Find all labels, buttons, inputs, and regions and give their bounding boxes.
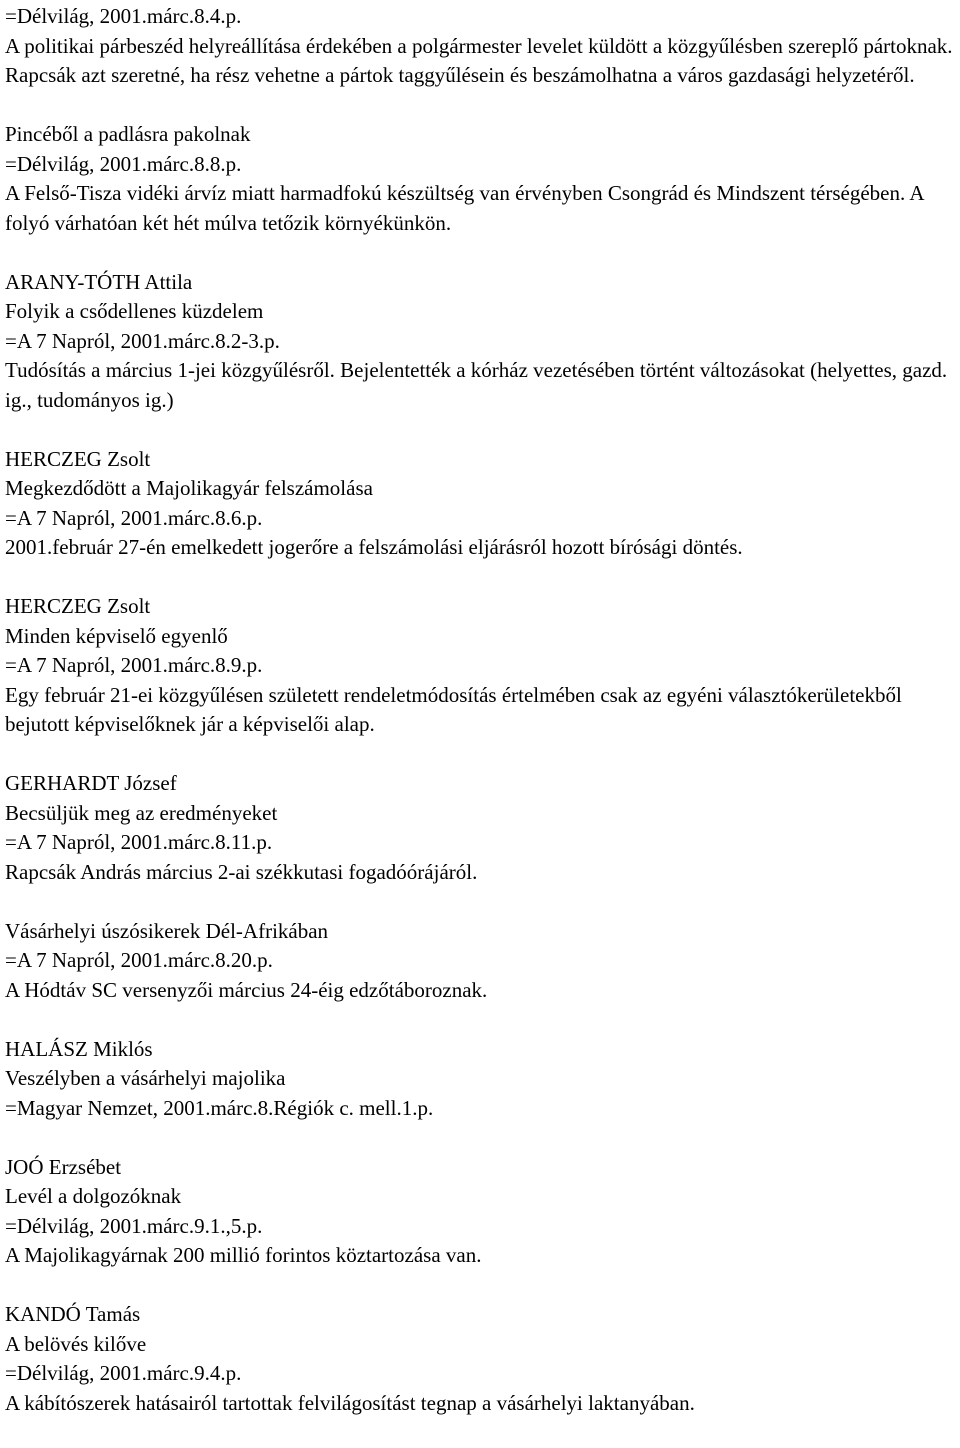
entry-author: HERCZEG Zsolt	[5, 446, 151, 471]
entry-source: =Délvilág, 2001.márc.9.1.,5.p.	[5, 1213, 263, 1238]
entry-summary: A Felső-Tisza vidéki árvíz miatt harmadfokú készültség van érvényben Csongrád és Mindszent térségében. A folyó várhatóan két hét múlva tetőzik környékünkön.	[5, 181, 924, 235]
entry-title: Vásárhelyi úszósikerek Dél-Afrikában	[5, 918, 329, 943]
entry-title: Folyik a csődellenes küzdelem	[5, 299, 264, 323]
entry-source: =Magyar Nemzet, 2001.márc.8.Régiók c. mell.1.p.	[5, 1095, 434, 1120]
entry-source: =Délvilág, 2001.márc.9.4.p.	[5, 1361, 242, 1385]
entry-author: HALÁSZ Miklós	[5, 1036, 153, 1061]
entry-author: GERHARDT József	[5, 771, 177, 795]
entry-title: Levél a dolgozóknak	[5, 1184, 182, 1208]
entry-source: =A 7 Napról, 2001.márc.8.2-3.p.	[5, 328, 280, 353]
entry-title: Minden képviselő egyenlő	[5, 623, 228, 648]
entry-9	[5, 1153, 955, 1271]
entry-source: =A 7 Napról, 2001.márc.8.20.p.	[5, 948, 273, 972]
entry-source: =Délvilág, 2001.márc.8.4.p.	[5, 4, 242, 28]
entry-author: JOÓ Erzsébet	[5, 1154, 122, 1179]
entry-5	[5, 592, 955, 740]
entry-summary: Tudósítás a március 1-jei közgyűlésről. Bejelentették a kórház vezetésében történt változásokat (helyettes, gazd. ig., tudományos ig.)	[5, 358, 948, 412]
entry-8	[5, 1035, 955, 1124]
entry-7	[5, 917, 955, 1006]
entry-3	[5, 268, 955, 416]
entry-summary: 2001.február 27-én emelkedett jogerőre a felszámolási eljárásról hozott bírósági döntés.	[5, 535, 743, 559]
entry-summary: A politikai párbeszéd helyreállítása érdekében a polgármester levelet küldött a közgyűlésben szereplő pártoknak. Rapcsák azt szeretné, ha rész vehetne a pártok taggyűlésein és beszámolhatna a város gazdasági helyzetéről.	[5, 33, 953, 87]
entry-title: Megkezdődött a Majolikagyár felszámolása	[5, 476, 373, 500]
entry-summary: Rapcsák András március 2-ai székkutasi fogadóórájáról.	[5, 859, 478, 884]
entry-summary: A Majolikagyárnak 200 millió forintos köztartozása van.	[5, 1243, 482, 1267]
entry-author: ARANY-TÓTH Attila	[5, 269, 193, 294]
entry-source: =A 7 Napról, 2001.márc.8.11.p.	[5, 830, 273, 854]
entry-source: =Délvilág, 2001.márc.8.8.p.	[5, 151, 242, 176]
entry-1	[5, 2, 955, 91]
entry-summary: Egy február 21-ei közgyűlésen született rendeletmódosítás értelmében csak az egyéni választókerületekből bejutott képviselőknek jár a képviselői alap.	[5, 682, 902, 736]
entry-author: HERCZEG Zsolt	[5, 594, 151, 618]
entry-title: Becsüljük meg az eredményeket	[5, 800, 278, 825]
bibliography-page	[5, 2, 955, 1448]
entry-2	[5, 120, 955, 238]
entry-title: Pincéből a padlásra pakolnak	[5, 122, 251, 146]
entry-source: =A 7 Napról, 2001.márc.8.6.p.	[5, 505, 263, 530]
entry-source: =A 7 Napról, 2001.márc.8.9.p.	[5, 653, 263, 677]
entry-author: KANDÓ Tamás	[5, 1302, 141, 1326]
entry-summary: A kábítószerek hatásairól tartottak felvilágosítást tegnap a vásárhelyi laktanyában.	[5, 1390, 695, 1415]
entry-title: Veszélyben a vásárhelyi majolika	[5, 1066, 286, 1090]
entry-4	[5, 445, 955, 563]
entry-summary: A Hódtáv SC versenyzői március 24-éig edzőtáboroznak.	[5, 977, 488, 1002]
entry-6	[5, 769, 955, 887]
entry-title: A belövés kilőve	[5, 1331, 147, 1356]
entry-10	[5, 1300, 955, 1418]
